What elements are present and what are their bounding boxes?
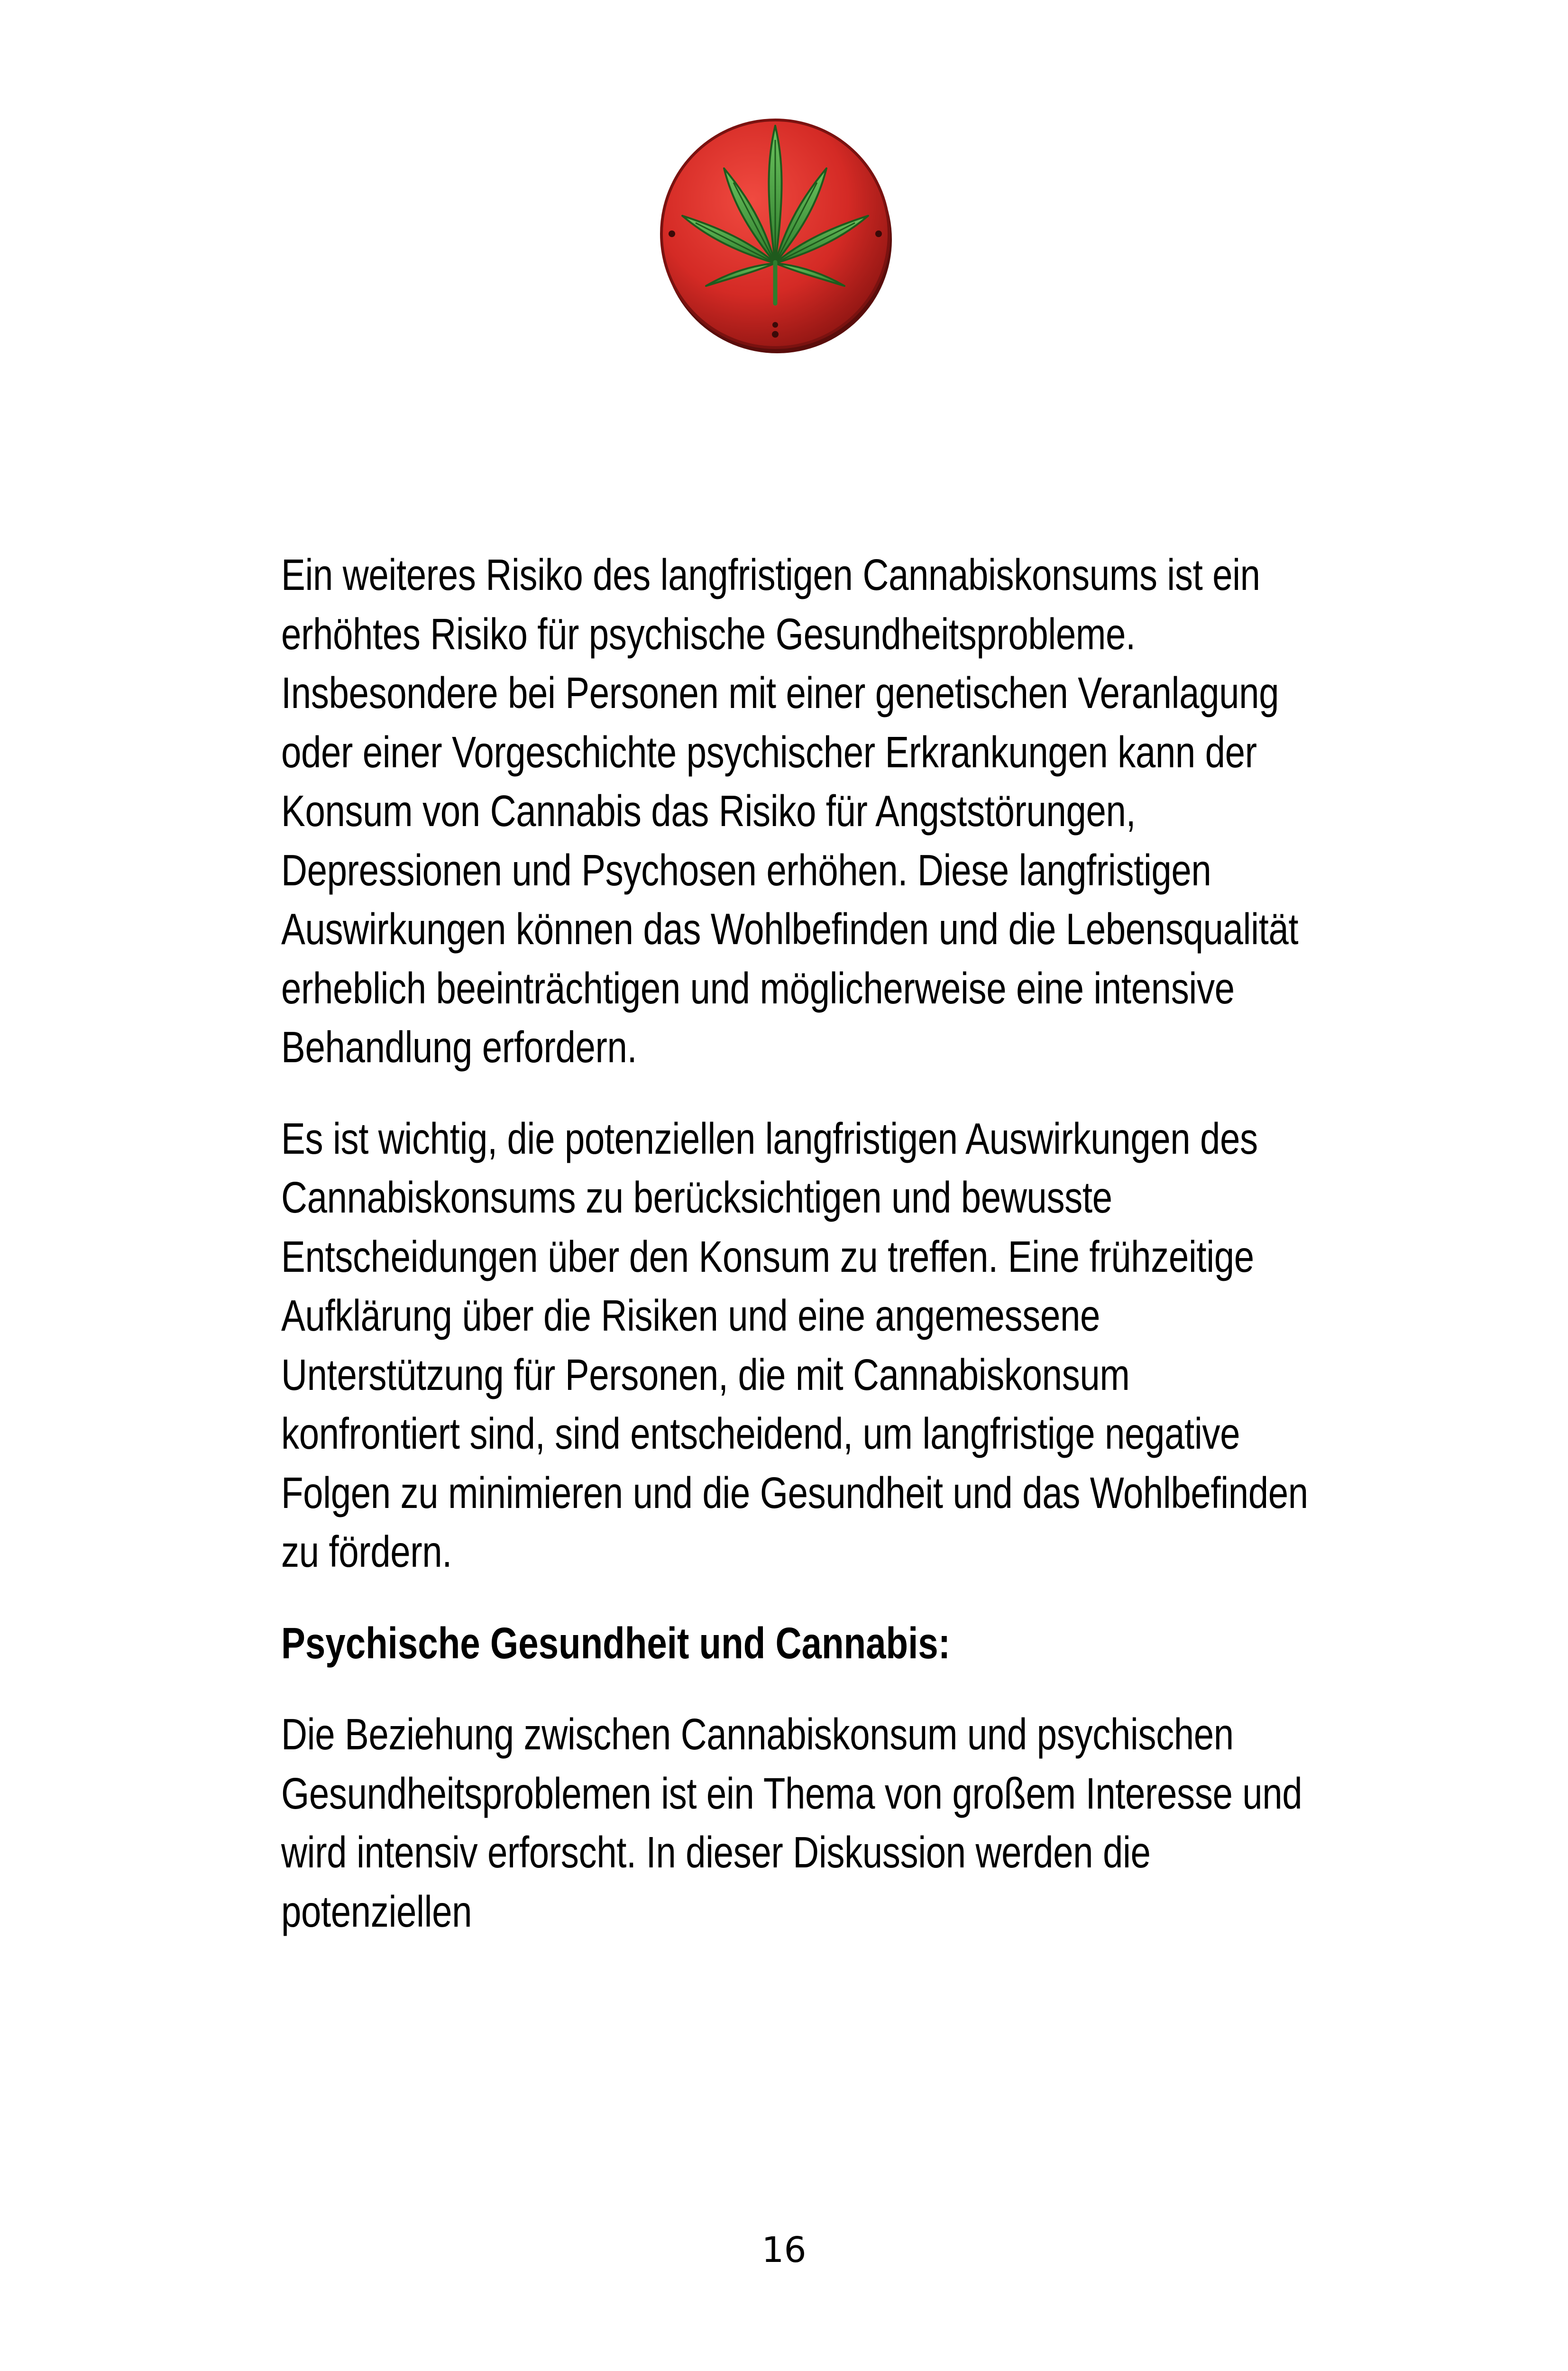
cannabis-logo — [653, 111, 899, 358]
page-content — [281, 545, 1310, 1973]
page-number: 16 — [761, 2230, 807, 2270]
paragraph-2: Es ist wichtig, die potenziellen langfristigen Auswirkungen des Cannabiskonsums zu berücksichtigen und bewusste Entscheidungen über den Konsum zu treffen. Eine frühzeitige Aufklärung über die Risiken und eine angemessene Unterstützung für Personen, die mit Cannabiskonsum konfrontiert sind, sind entscheidend, um langfristige negative Folgen zu minimieren und die Gesundheit und das Wohlbefinden zu fördern. — [281, 1113, 1308, 1576]
section-heading: Psychische Gesundheit und Cannabis: — [281, 1618, 951, 1668]
section-paragraph: Die Beziehung zwischen Cannabiskonsum und psychischen Gesundheitsproblemen ist ein Thema von großem Interesse und wird intensiv erforscht. In dieser Diskussion werden die potenziellen — [281, 1709, 1302, 1936]
paragraph-1: Ein weiteres Risiko des langfristigen Cannabiskonsums ist ein erhöhtes Risiko für psychische Gesundheitsprobleme. Insbesondere bei Personen mit einer genetischen Veranlagung oder einer Vorgeschichte psychischer Erkrankungen kann der Konsum von Cannabis das Risiko für Angststörungen, Depressionen und Psychosen erhöhen. Diese langfristigen Auswirkungen können das Wohlbefinden und die Lebensqualität erheblich beeinträchtigen und möglicherweise eine intensive Behandlung erfordern. — [281, 550, 1299, 1072]
cannabis-leaf-icon — [653, 111, 899, 358]
